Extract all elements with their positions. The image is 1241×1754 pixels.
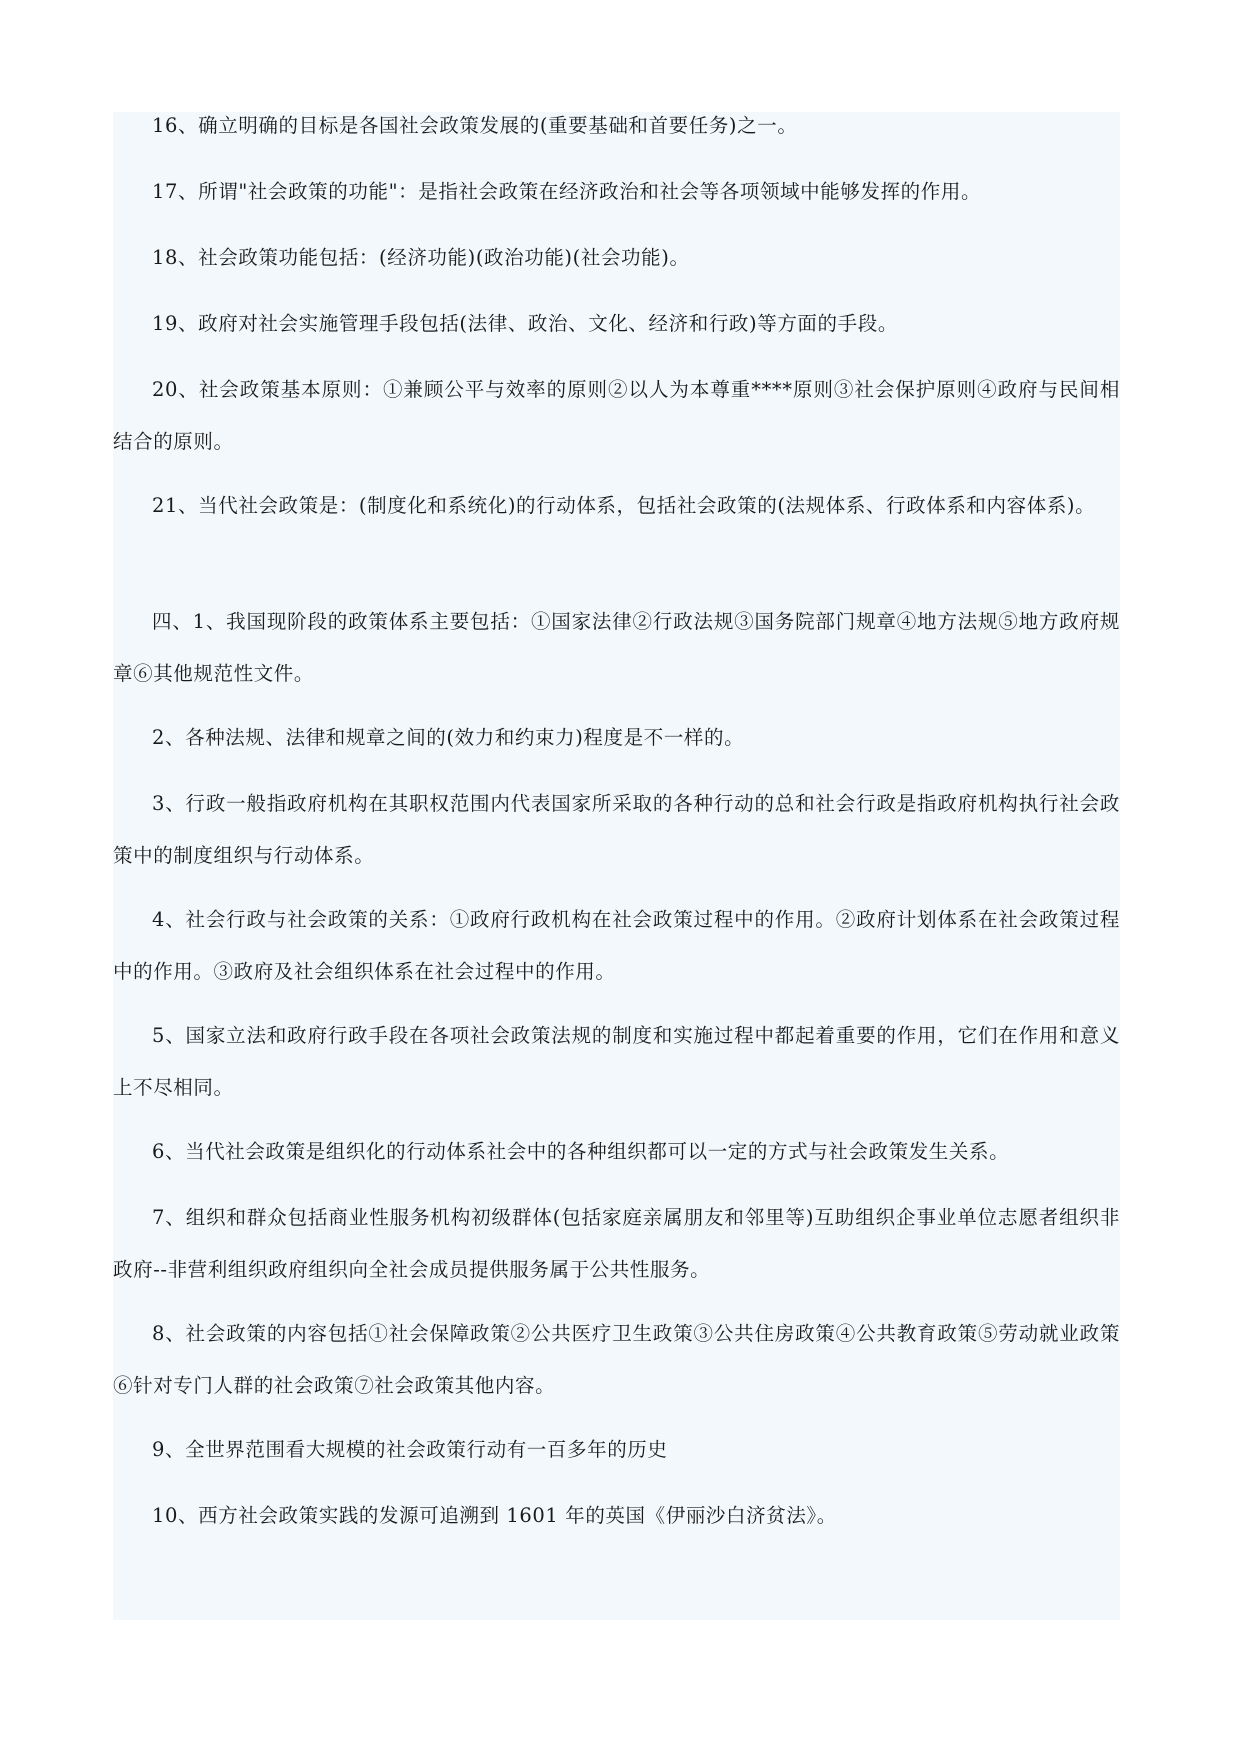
paragraph-21: 21、当代社会政策是：(制度化和系统化)的行动体系，包括社会政策的(法规体系、行政体系和内容体系)。 <box>152 494 1096 517</box>
paragraph-3: 3、行政一般指政府机构在其职权范围内代表国家所采取的各种行动的总和社会行政是指政府机构执行社会政策中的制度组织与行动体系。 <box>113 792 1120 867</box>
paragraph-2: 2、各种法规、法律和规章之间的(效力和约束力)程度是不一样的。 <box>152 726 745 749</box>
paragraph-16: 16、确立明确的目标是各国社会政策发展的(重要基础和首要任务)之一。 <box>152 114 798 137</box>
paragraph-4: 4、社会行政与社会政策的关系：①政府行政机构在社会政策过程中的作用。②政府计划体系在社会政策过程中的作用。③政府及社会组织体系在社会过程中的作用。 <box>113 908 1120 983</box>
paragraph-9: 9、全世界范围看大规模的社会政策行动有一百多年的历史 <box>152 1438 668 1461</box>
paragraph-10: 10、西方社会政策实践的发源可追溯到 1601 年的英国《伊丽沙白济贫法》。 <box>152 1504 837 1527</box>
paragraph-20: 20、社会政策基本原则：①兼顾公平与效率的原则②以人为本尊重****原则③社会保护原则④政府与民间相结合的原则。 <box>113 378 1120 453</box>
paragraph-7: 7、组织和群众包括商业性服务机构初级群体(包括家庭亲属朋友和邻里等)互助组织企事业单位志愿者组织非政府--非营利组织政府组织向全社会成员提供服务属于公共性服务。 <box>113 1206 1120 1281</box>
content-panel <box>113 112 1120 1620</box>
paragraph-18: 18、社会政策功能包括：(经济功能)(政治功能)(社会功能)。 <box>152 246 690 269</box>
paragraph-19: 19、政府对社会实施管理手段包括(法律、政治、文化、经济和行政)等方面的手段。 <box>152 312 898 335</box>
paragraph-6: 6、当代社会政策是组织化的行动体系社会中的各种组织都可以一定的方式与社会政策发生关系。 <box>152 1140 1010 1163</box>
paragraph-section-4-1: 四、1、我国现阶段的政策体系主要包括：①国家法律②行政法规③国务院部门规章④地方法规⑤地方政府规章⑥其他规范性文件。 <box>113 610 1120 685</box>
paragraph-5: 5、国家立法和政府行政手段在各项社会政策法规的制度和实施过程中都起着重要的作用，它们在作用和意义上不尽相同。 <box>113 1024 1120 1099</box>
paragraph-17: 17、所谓"社会政策的功能"：是指社会政策在经济政治和社会等各项领域中能够发挥的作用。 <box>152 180 982 203</box>
paragraph-8: 8、社会政策的内容包括①社会保障政策②公共医疗卫生政策③公共住房政策④公共教育政策⑤劳动就业政策⑥针对专门人群的社会政策⑦社会政策其他内容。 <box>113 1322 1120 1397</box>
